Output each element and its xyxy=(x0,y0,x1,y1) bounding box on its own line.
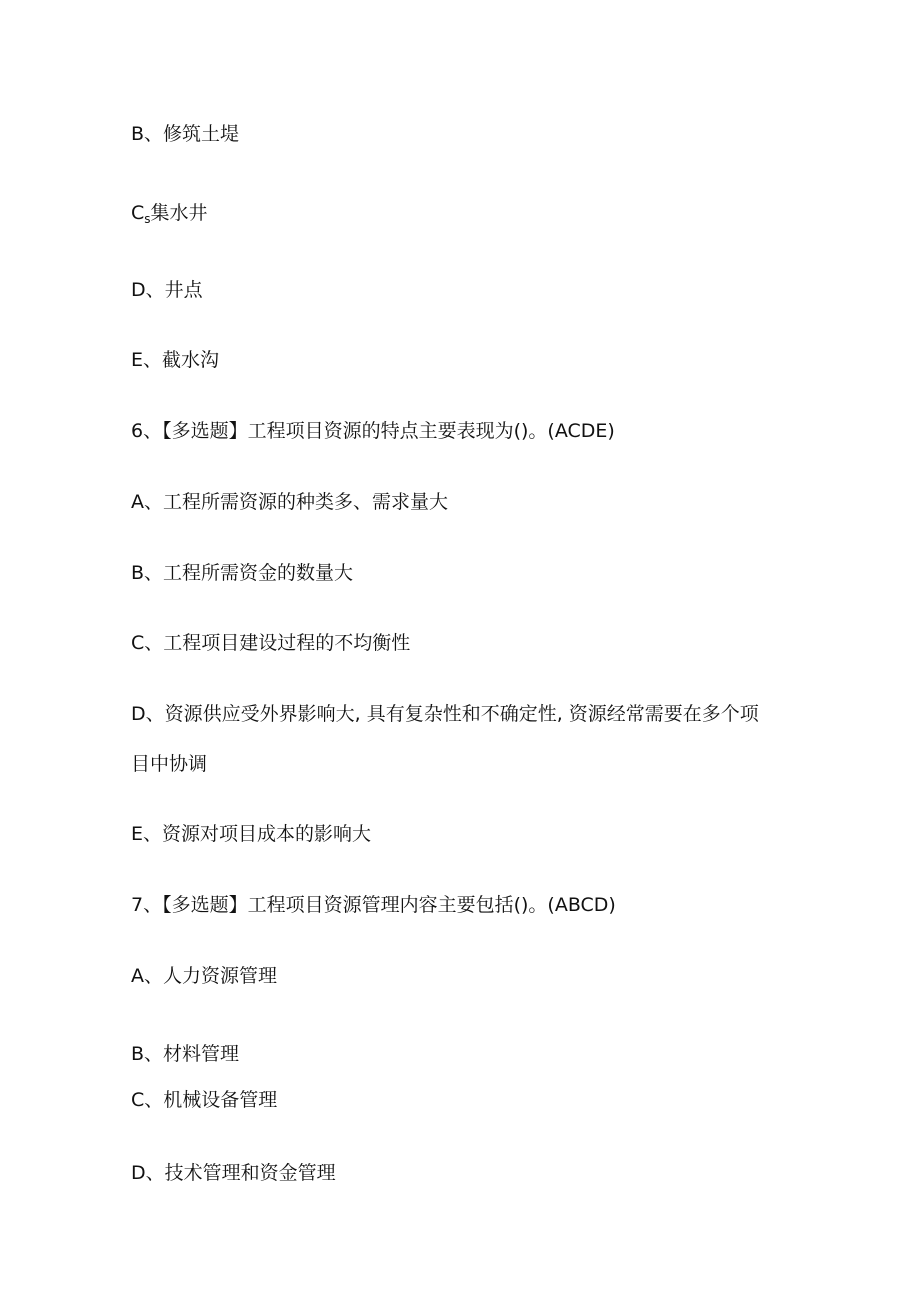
q6-option-d-continued: 目中协调 xyxy=(131,753,208,775)
option-d-well-point: D、井点 xyxy=(131,279,203,301)
q7-option-d: D、技术管理和资金管理 xyxy=(131,1162,336,1184)
q6-option-c: C、工程项目建设过程的不均衡性 xyxy=(131,632,411,654)
option-c-sump-well xyxy=(131,201,208,227)
q7-option-b: B、材料管理 xyxy=(131,1043,240,1065)
option-b-earth-dike: B、修筑土堤 xyxy=(131,123,240,145)
q6-option-e: E、资源对项目成本的影响大 xyxy=(131,823,372,845)
q6-option-d: D、资源供应受外界影响大, 具有复杂性和不确定性, 资源经常需要在多个项 xyxy=(131,703,759,725)
question-6: 6、【多选题】工程项目资源的特点主要表现为()。(ACDE) xyxy=(131,420,615,442)
q7-option-a: A、人力资源管理 xyxy=(131,965,277,987)
option-subscript: s xyxy=(144,212,151,226)
option-text: 集水井 xyxy=(150,202,208,224)
question-7: 7、【多选题】工程项目资源管理内容主要包括()。(ABCD) xyxy=(131,894,616,916)
q7-option-c: C、机械设备管理 xyxy=(131,1089,278,1111)
option-e-cutoff-ditch: E、截水沟 xyxy=(131,349,220,371)
q6-option-a: A、工程所需资源的种类多、需求量大 xyxy=(131,491,448,513)
q6-option-b: B、工程所需资金的数量大 xyxy=(131,562,354,584)
option-letter: C xyxy=(131,202,145,224)
